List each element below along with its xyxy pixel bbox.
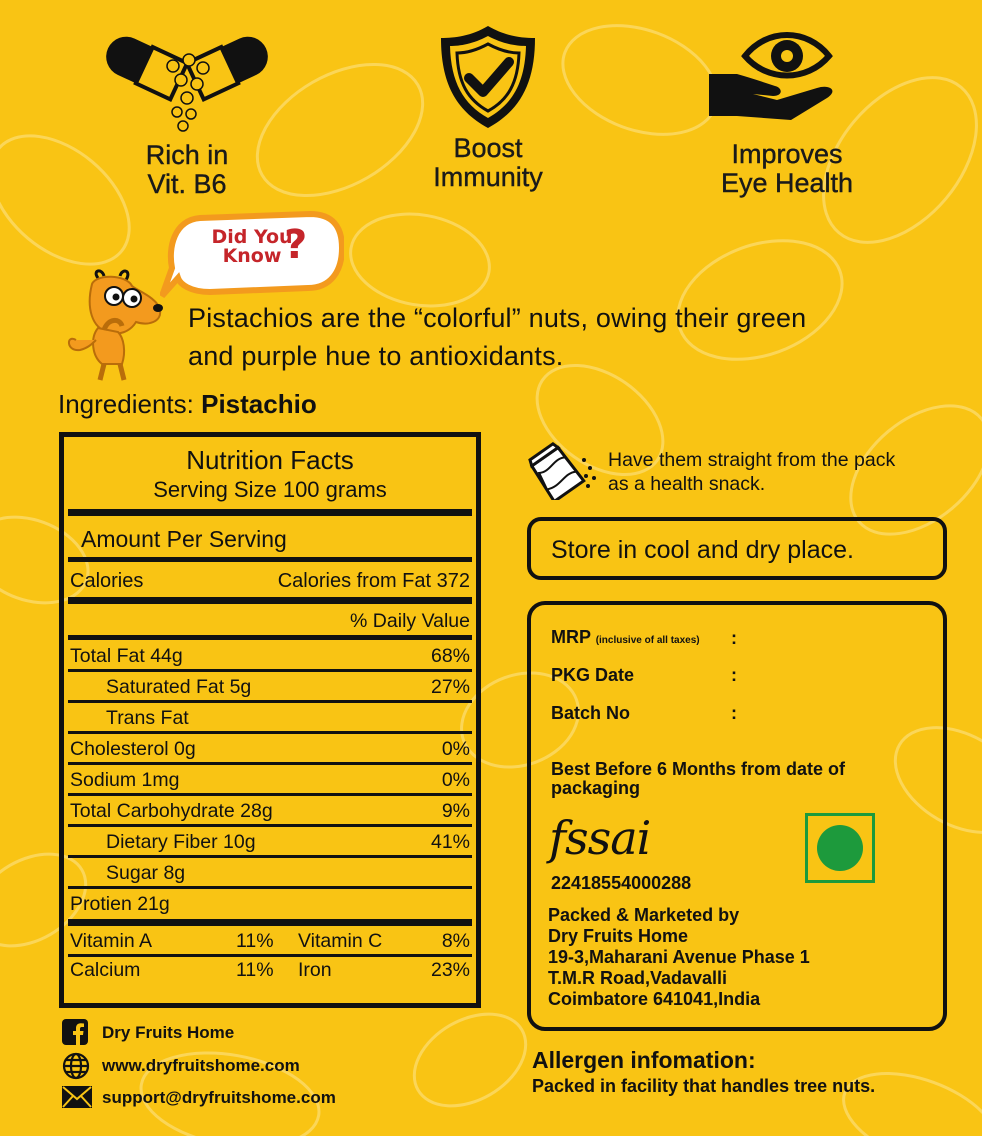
veg-dot xyxy=(817,825,863,871)
fssai-number: 22418554000288 xyxy=(551,873,692,893)
mrp-note: (inclusive of all taxes) xyxy=(595,635,700,646)
rule-thin xyxy=(68,886,472,889)
rule-thick xyxy=(68,919,472,926)
vitamin-label: Vitamin C xyxy=(298,930,383,952)
packed-line: Packed & Marketed by xyxy=(548,905,740,925)
nutrient-label: Total Carbohydrate 28g xyxy=(70,800,273,822)
calories-row xyxy=(70,569,470,593)
amount-per-serving: Amount Per Serving xyxy=(81,526,287,552)
pkg-date-label: PKG Date xyxy=(551,665,635,685)
rule-thin xyxy=(68,954,472,957)
rule-thin xyxy=(68,793,472,796)
contact-text: support@dryfruitshome.com xyxy=(102,1088,336,1107)
vitamin-pct: 23% xyxy=(430,959,470,981)
product-info-box xyxy=(527,601,947,1031)
serving-tip-line1: Have them straight from the pack xyxy=(608,449,896,471)
nutrient-row xyxy=(70,644,470,668)
batch-label: Batch No xyxy=(551,703,631,723)
shield-check-icon xyxy=(433,22,543,132)
nutrient-pct: 41% xyxy=(430,831,470,853)
best-before-line1: Best Before 6 Months from date of xyxy=(551,759,846,779)
fun-fact-line2: and purple hue to antioxidants. xyxy=(188,341,564,371)
nutrient-row xyxy=(70,737,470,761)
benefit-label-line2: Eye Health xyxy=(720,168,854,198)
allergen-text: Packed in facility that handles tree nuts. xyxy=(532,1076,876,1096)
vitamin-row xyxy=(70,929,470,953)
benefit-immunity xyxy=(418,22,558,192)
nutrient-label: Sodium 1mg xyxy=(70,769,180,791)
nutrient-label: Protien 21g xyxy=(70,893,170,915)
facebook-icon xyxy=(62,1019,88,1045)
pkg-date-colon: : xyxy=(731,665,737,685)
question-mark: ? xyxy=(284,222,308,268)
nutrient-label: Total Fat 44g xyxy=(70,645,183,667)
benefit-label-line2: Immunity xyxy=(433,162,543,192)
vitamin-row xyxy=(70,958,470,982)
vitamin-label: Calcium xyxy=(70,959,141,981)
fun-fact-line1: Pistachios are the “colorful” nuts, owing their green xyxy=(188,303,807,333)
nutrition-title: Nutrition Facts xyxy=(186,445,354,475)
rule-thin xyxy=(68,669,472,672)
contact-text: Dry Fruits Home xyxy=(102,1023,235,1042)
contact-email[interactable] xyxy=(62,1084,362,1110)
veg-mark-icon xyxy=(805,813,875,883)
benefit-label-line2: Vit. B6 xyxy=(147,169,227,199)
rule-thick xyxy=(68,635,472,640)
packed-line: T.M.R Road,Vadavalli xyxy=(548,968,728,988)
calories-label: Calories xyxy=(70,570,144,592)
thinking-dog-mascot-icon xyxy=(62,268,170,382)
allergen-title: Allergen infomation: xyxy=(532,1047,756,1073)
nutrient-row xyxy=(70,861,470,885)
batch-colon: : xyxy=(731,703,737,723)
benefit-label-line1: Rich in xyxy=(145,140,229,170)
nutrient-row xyxy=(70,675,470,699)
benefit-vitamin-b6 xyxy=(96,18,278,199)
fssai-logo: fssai xyxy=(549,811,651,865)
storage-box xyxy=(527,517,947,580)
ingredients-label: Ingredients: xyxy=(58,389,194,419)
rule-thin xyxy=(68,700,472,703)
nutrient-label: Cholesterol 0g xyxy=(70,738,196,760)
mail-icon xyxy=(62,1086,92,1108)
nutrient-pct: 9% xyxy=(441,800,470,822)
mrp-colon: : xyxy=(731,628,737,648)
vitamin-pct: 11% xyxy=(236,930,274,952)
benefit-eye-health xyxy=(700,26,874,198)
did-you-know-line1: Did You xyxy=(211,226,293,248)
nutrient-label: Saturated Fat 5g xyxy=(106,676,252,698)
serving-tip xyxy=(608,448,958,496)
nutrient-label: Dietary Fiber 10g xyxy=(106,831,256,853)
rule-thick xyxy=(68,597,472,604)
packed-line: 19-3,Maharani Avenue Phase 1 xyxy=(548,947,810,967)
calories-from-fat: Calories from Fat 372 xyxy=(277,570,470,592)
nutrient-pct: 0% xyxy=(441,738,470,760)
rule-thin xyxy=(68,824,472,827)
mrp-label xyxy=(551,627,700,648)
ingredients-value: Pistachio xyxy=(201,389,317,419)
packed-line: Dry Fruits Home xyxy=(548,926,689,946)
serving-tip-line2: as a health snack. xyxy=(608,473,766,495)
best-before xyxy=(551,760,931,798)
nutrient-row xyxy=(70,830,470,854)
vitamin-label: Vitamin A xyxy=(70,930,153,952)
did-you-know-line2: Know xyxy=(222,245,282,267)
ingredients xyxy=(58,389,317,420)
contact-facebook[interactable] xyxy=(62,1019,262,1045)
daily-value-header xyxy=(70,609,470,633)
vitamin-capsule-icon xyxy=(97,18,277,133)
nutrient-label: Sugar 8g xyxy=(106,862,186,884)
eye-hand-icon xyxy=(707,26,867,126)
benefit-label-line1: Boost xyxy=(453,133,523,163)
nutrient-pct: 0% xyxy=(441,769,470,791)
nutrient-row xyxy=(70,799,470,823)
packed-line: Coimbatore 641041,India xyxy=(548,989,761,1009)
serving-size: Serving Size 100 grams xyxy=(153,477,387,502)
best-before-line2: packaging xyxy=(551,778,641,798)
nutrient-pct: 68% xyxy=(430,645,470,667)
nutrient-label: Trans Fat xyxy=(106,707,189,729)
nutrient-row xyxy=(70,706,470,730)
benefit-label-line1: Improves xyxy=(731,139,843,169)
nutrition-facts-panel xyxy=(59,432,481,1008)
mrp-text: MRP xyxy=(551,627,591,647)
pouring-pack-icon xyxy=(528,438,600,500)
rule-thin xyxy=(68,762,472,765)
rule-thick xyxy=(68,509,472,516)
packed-by xyxy=(548,905,810,1010)
contact-website[interactable] xyxy=(62,1052,332,1078)
nutrient-row xyxy=(70,892,470,916)
nutrient-row xyxy=(70,768,470,792)
globe-icon xyxy=(62,1052,90,1080)
rule-thin xyxy=(68,731,472,734)
daily-value-label: % Daily Value xyxy=(350,610,470,632)
vitamin-pct: 8% xyxy=(441,930,470,952)
storage-text: Store in cool and dry place. xyxy=(551,536,854,564)
contact-text: www.dryfruitshome.com xyxy=(102,1056,300,1075)
rule-thin xyxy=(68,855,472,858)
vitamin-pct: 11% xyxy=(236,959,274,981)
rule-thick xyxy=(68,557,472,562)
fun-fact-text xyxy=(188,299,948,375)
nutrient-pct: 27% xyxy=(430,676,470,698)
vitamin-label: Iron xyxy=(298,959,332,981)
